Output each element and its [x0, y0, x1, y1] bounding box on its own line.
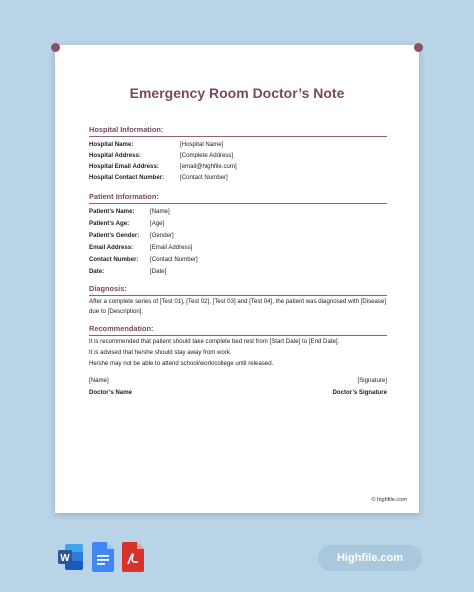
- field-value: [Age]: [150, 220, 165, 227]
- field-value: [Gender]: [150, 232, 174, 239]
- doctor-name-placeholder: [Name]: [89, 377, 109, 384]
- pin-decoration-right: [414, 43, 423, 52]
- pdf-icon[interactable]: [122, 542, 146, 572]
- field-label: Date:: [89, 268, 105, 275]
- diagnosis-text: After a complete series of [Test 01], [Test 02], [Test 03] and [Test 04], the patient was diagnosed with [Disease] due to [Description].: [89, 298, 387, 315]
- recommendation-line: He/she may not be able to attend school/work/college until released.: [89, 360, 274, 367]
- google-docs-icon[interactable]: [92, 542, 116, 572]
- field-value: [email@highfile.com]: [180, 163, 237, 170]
- field-label: Patient’s Gender:: [89, 232, 140, 239]
- diagnosis-heading: Diagnosis:: [89, 284, 387, 296]
- field-value: [Contact Number]: [150, 256, 198, 263]
- copyright-text: © highfile.com: [371, 497, 407, 503]
- field-label: Hospital Name:: [89, 141, 134, 148]
- document-title: Emergency Room Doctor’s Note: [129, 85, 345, 101]
- field-label: Hospital Address:: [89, 152, 141, 159]
- field-value: [Contact Number]: [180, 174, 228, 181]
- field-label: Email Address:: [89, 244, 134, 251]
- field-value: [Hospital Name]: [180, 141, 224, 148]
- svg-text:W: W: [60, 553, 70, 564]
- field-label: Patient’s Age:: [89, 220, 130, 227]
- doctor-signature-label: Doctor’s Signature: [332, 389, 387, 396]
- recommendation-line: It is advised that he/she should stay away from work.: [89, 349, 232, 356]
- doctor-name-label: Doctor’s Name: [89, 389, 133, 396]
- field-label: Hospital Contact Number:: [89, 174, 165, 181]
- field-label: Hospital Email Address:: [89, 163, 159, 170]
- pin-decoration-left: [51, 43, 60, 52]
- patient-info-heading: Patient Information:: [89, 192, 387, 204]
- field-value: [Complete Address]: [180, 152, 234, 159]
- brand-badge[interactable]: Highfile.com: [318, 545, 422, 571]
- field-value: [Name]: [150, 208, 170, 215]
- doctor-signature-placeholder: [Signature]: [357, 377, 387, 384]
- word-icon[interactable]: [58, 542, 82, 572]
- field-label: Patient’s Name:: [89, 208, 135, 215]
- recommendation-heading: Recommendation:: [89, 324, 387, 336]
- field-label: Contact Number:: [89, 256, 139, 263]
- hospital-info-heading: Hospital Information:: [89, 125, 387, 137]
- field-value: [Date]: [150, 268, 167, 275]
- field-value: [Email Address]: [150, 244, 193, 251]
- recommendation-line: It is recommended that patient should take complete bed rest from [Start Date] to [End Date].: [89, 338, 340, 345]
- document-page: [55, 45, 419, 513]
